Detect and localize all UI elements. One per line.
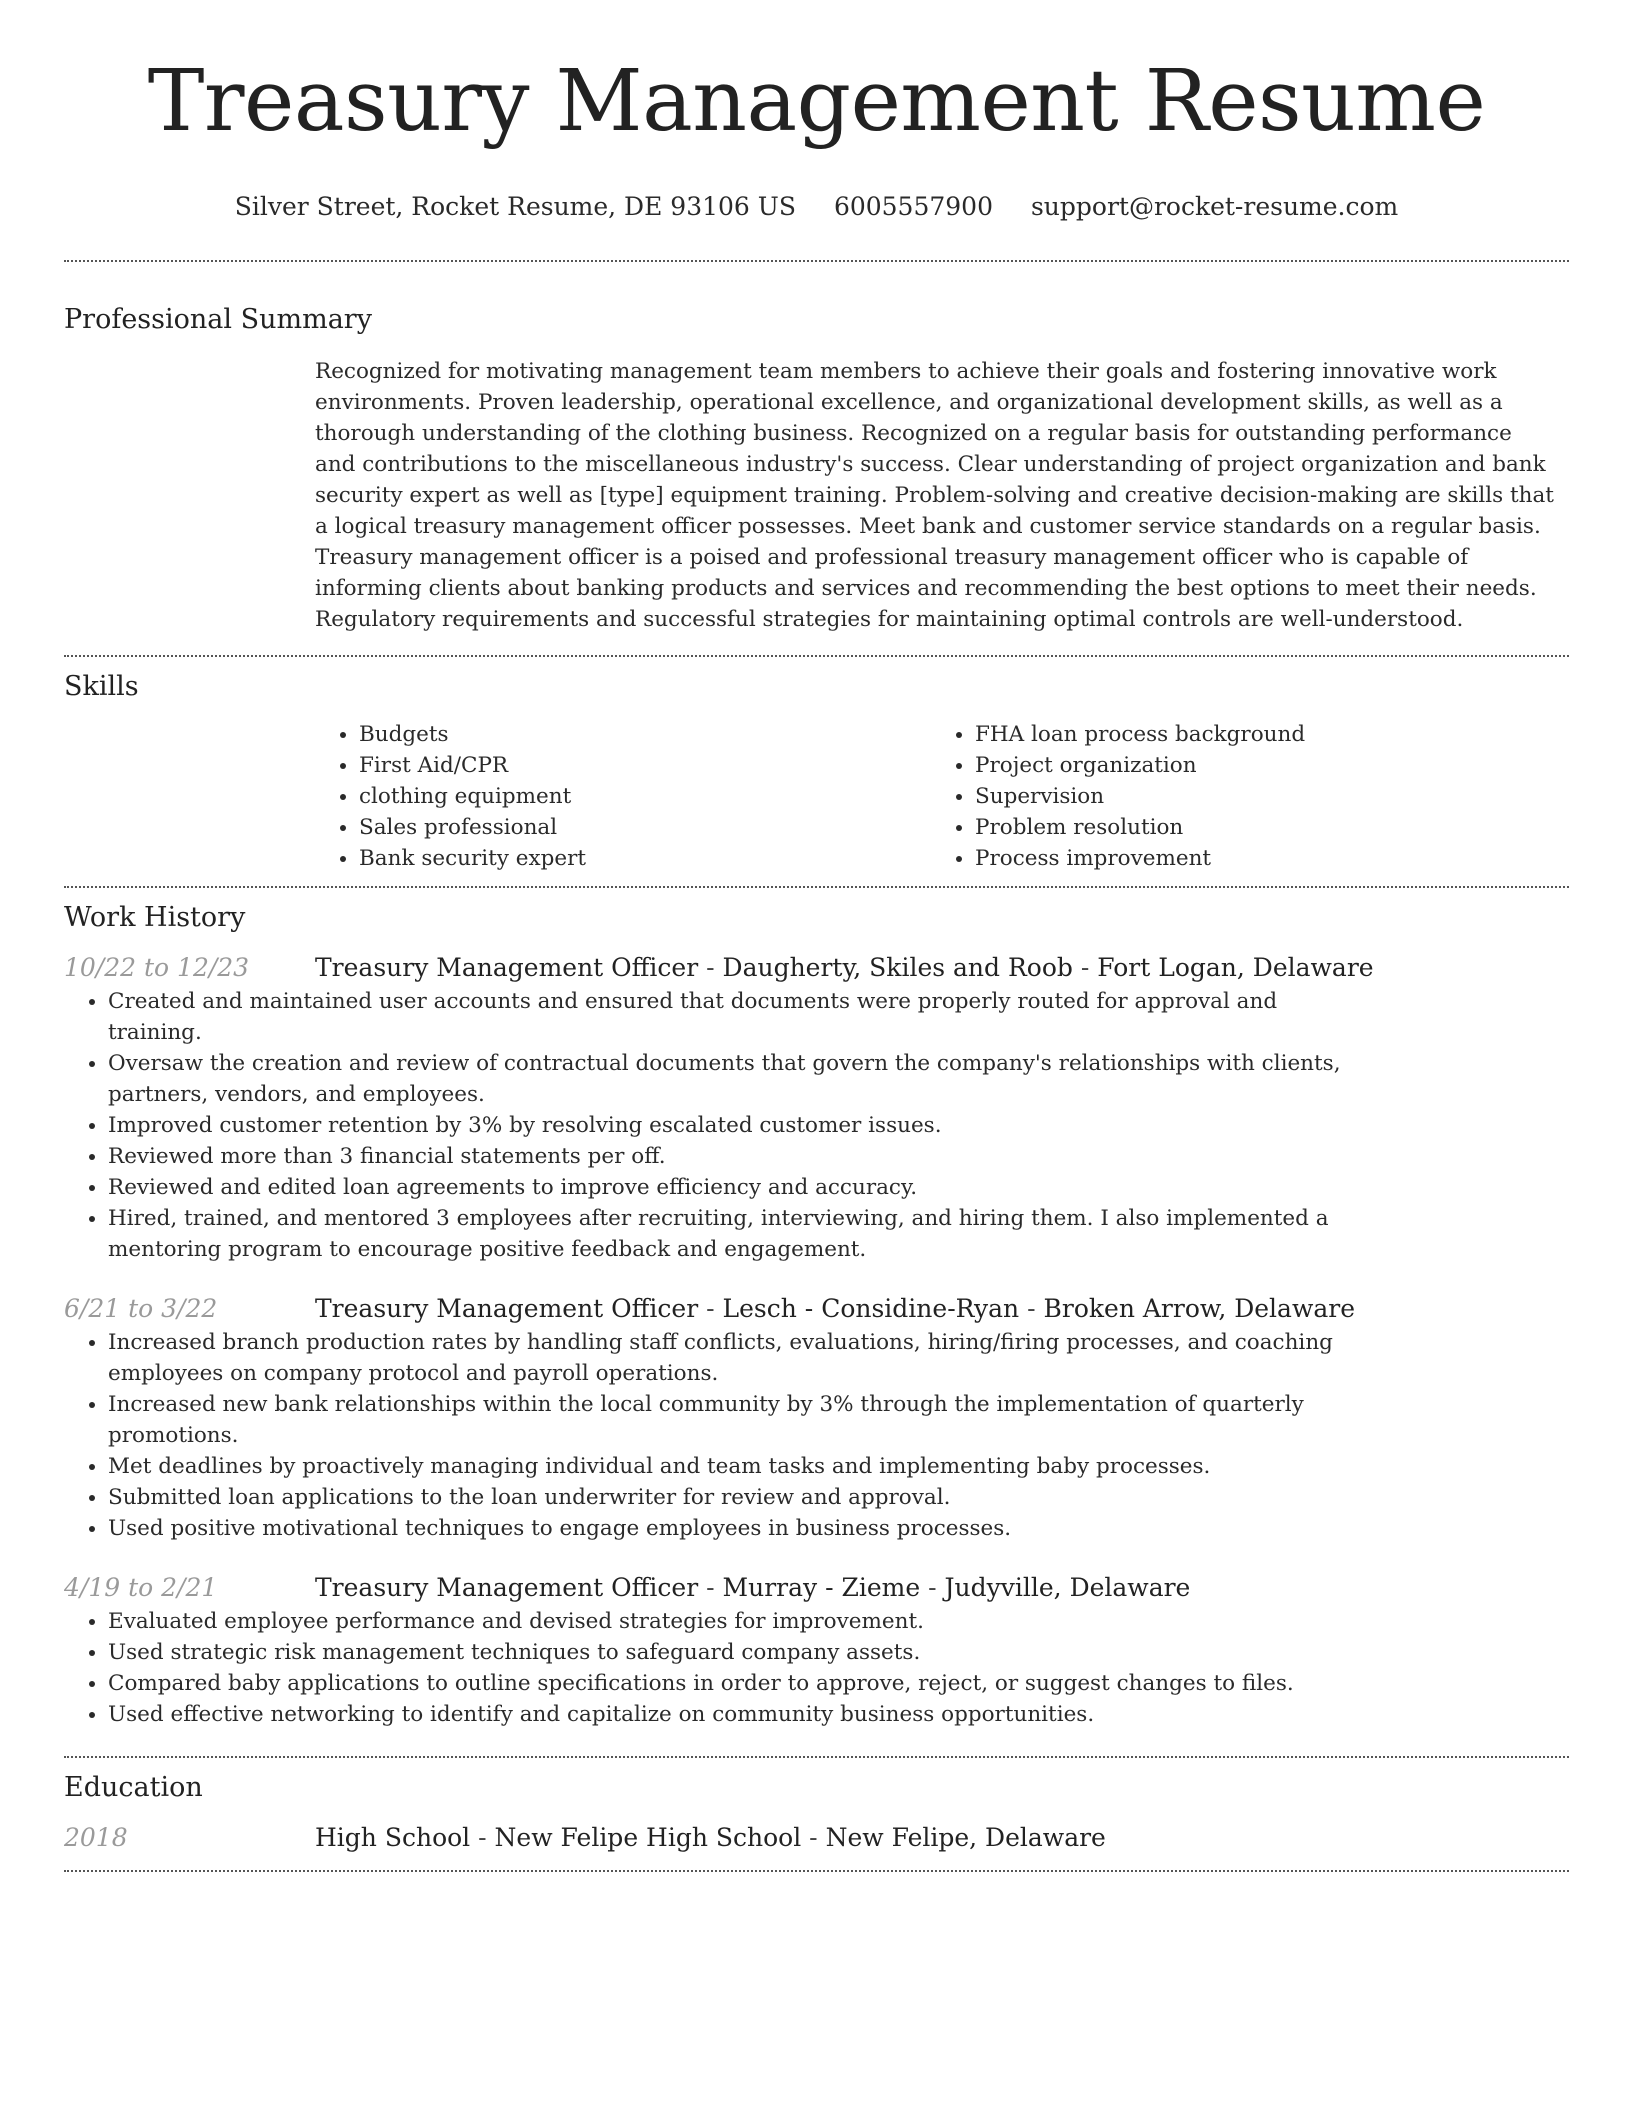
job-bullet: • Used effective networking to identify and capitalize on community business opportunities.	[108, 1699, 1348, 1730]
job-header	[64, 950, 1569, 986]
contact-address: Silver Street, Rocket Resume, DE 93106 US	[234, 192, 796, 221]
job-title-line	[315, 1570, 1190, 1606]
skill-item: • Process improvement	[975, 843, 1547, 874]
job-title: Treasury Management Officer	[315, 953, 699, 982]
section-divider	[64, 1870, 1569, 1872]
summary-section	[64, 262, 1569, 655]
skill-item: • First Aid/CPR	[359, 750, 931, 781]
job-bullet: • Oversaw the creation and review of contractual documents that govern the company's relationships with clients, partners, vendors, and employees.	[108, 1048, 1348, 1110]
education-location: New Felipe, Delaware	[825, 1823, 1106, 1852]
contact-email[interactable]: support@rocket-resume.com	[1030, 192, 1399, 221]
job-bullet: • Reviewed and edited loan agreements to improve efficiency and accuracy.	[108, 1172, 1348, 1203]
skill-item: • Problem resolution	[975, 812, 1547, 843]
job-dates: 4/19 to 2/21	[64, 1573, 218, 1602]
summary-heading: Professional Summary	[64, 304, 372, 335]
separator: -	[470, 1823, 495, 1852]
job-bullet-list	[64, 1606, 1348, 1730]
skills-heading: Skills	[64, 671, 139, 702]
skills-column-left	[315, 719, 931, 874]
job-title: Treasury Management Officer	[315, 1573, 699, 1602]
job-location: Broken Arrow, Delaware	[1043, 1294, 1356, 1323]
skill-item: • Bank security expert	[359, 843, 931, 874]
job-bullet-list	[64, 1327, 1348, 1544]
job-bullet: • Compared baby applications to outline specifications in order to approve, reject, or suggest changes to files.	[108, 1668, 1348, 1699]
education-title-line	[315, 1820, 1106, 1856]
work-heading: Work History	[64, 902, 246, 933]
job-bullet: • Submitted loan applications to the loan underwriter for review and approval.	[108, 1482, 1348, 1513]
job-bullet-list	[64, 986, 1348, 1265]
separator: -	[801, 1823, 826, 1852]
job-entry	[64, 950, 1569, 1291]
job-dates: 10/22 to 12/23	[64, 953, 250, 982]
job-dates: 6/21 to 3/22	[64, 1294, 218, 1323]
job-header	[64, 1291, 1569, 1327]
skills-columns	[315, 719, 1555, 886]
job-company: Lesch - Considine-Ryan	[722, 1294, 1020, 1323]
education-section	[64, 1758, 1569, 1870]
job-bullet: • Improved customer retention by 3% by resolving escalated customer issues.	[108, 1110, 1348, 1141]
education-year: 2018	[64, 1823, 128, 1852]
skills-column-right	[931, 719, 1547, 874]
job-company: Murray - Zieme	[722, 1573, 921, 1602]
separator: -	[920, 1573, 945, 1602]
job-entry	[64, 1570, 1569, 1756]
contact-line	[64, 190, 1569, 224]
education-heading: Education	[64, 1772, 203, 1803]
job-list	[64, 950, 1569, 1756]
skills-list-left	[315, 719, 931, 874]
separator: -	[1072, 953, 1098, 982]
separator: -	[698, 953, 723, 982]
job-header	[64, 1570, 1569, 1606]
job-bullet: • Increased branch production rates by handling staff conflicts, evaluations, hiring/firing processes, and coaching employees on company protocol and payroll operations.	[108, 1327, 1348, 1389]
summary-text: Recognized for motivating management team members to achieve their goals and fostering innovative work environments. Proven leadership, operational excellence, and organizational development skills, as well as a thorough understanding of the clothing business. Recognized on a regular basis for outstanding performance and contributions to the miscellaneous industry's success. Clear understanding of project organization and bank security expert as well as [type] equipment training. Problem-solving and creative decision-making are skills that a logical treasury management officer possesses. Meet bank and customer service standards on a regular basis. Treasury management officer is a poised and professional treasury management officer who is capable of informing clients about banking products and services and recommending the best options to meet their needs. Regulatory requirements and successful strategies for maintaining optimal controls are well-understood.	[315, 359, 1554, 632]
separator: -	[1019, 1294, 1044, 1323]
resume-title: Treasury Management Resume	[147, 52, 1486, 151]
job-bullet: • Increased new bank relationships within the local community by 3% through the implementation of quarterly promotions.	[108, 1389, 1348, 1451]
job-bullet: • Used positive motivational techniques to engage employees in business processes.	[108, 1513, 1348, 1544]
job-title-line	[315, 1291, 1355, 1327]
skill-item: • FHA loan process background	[975, 719, 1547, 750]
job-bullet: • Evaluated employee performance and devised strategies for improvement.	[108, 1606, 1348, 1637]
separator: -	[698, 1294, 723, 1323]
skill-item: • Supervision	[975, 781, 1547, 812]
skill-item: • Budgets	[359, 719, 931, 750]
job-title: Treasury Management Officer	[315, 1294, 699, 1323]
skills-list-right	[931, 719, 1547, 874]
contact-phone: 6005557900	[833, 192, 993, 221]
job-company: Daugherty, Skiles and Roob	[722, 953, 1073, 982]
resume-page	[64, 0, 1569, 1872]
education-list	[64, 1820, 1569, 1870]
work-section	[64, 888, 1569, 1756]
job-bullet: • Reviewed more than 3 financial statements per off.	[108, 1141, 1348, 1172]
job-location: Judyville, Delaware	[944, 1573, 1191, 1602]
job-bullet: • Used strategic risk management techniques to safeguard company assets.	[108, 1637, 1348, 1668]
skills-section	[64, 657, 1569, 886]
education-entry	[64, 1820, 1569, 1870]
education-degree: High School	[315, 1823, 471, 1852]
job-entry	[64, 1291, 1569, 1570]
job-bullet: • Created and maintained user accounts and ensured that documents were properly routed for approval and training.	[108, 986, 1348, 1048]
skill-item: • clothing equipment	[359, 781, 931, 812]
job-location: Fort Logan, Delaware	[1097, 953, 1374, 982]
job-bullet: • Hired, trained, and mentored 3 employees after recruiting, interviewing, and hiring them. I also implemented a mentoring program to encourage positive feedback and engagement.	[108, 1203, 1348, 1265]
job-title-line	[315, 950, 1374, 986]
job-bullet: • Met deadlines by proactively managing individual and team tasks and implementing baby processes.	[108, 1451, 1348, 1482]
skill-item: • Project organization	[975, 750, 1547, 781]
separator: -	[698, 1573, 723, 1602]
skill-item: • Sales professional	[359, 812, 931, 843]
education-school: New Felipe High School	[494, 1823, 802, 1852]
